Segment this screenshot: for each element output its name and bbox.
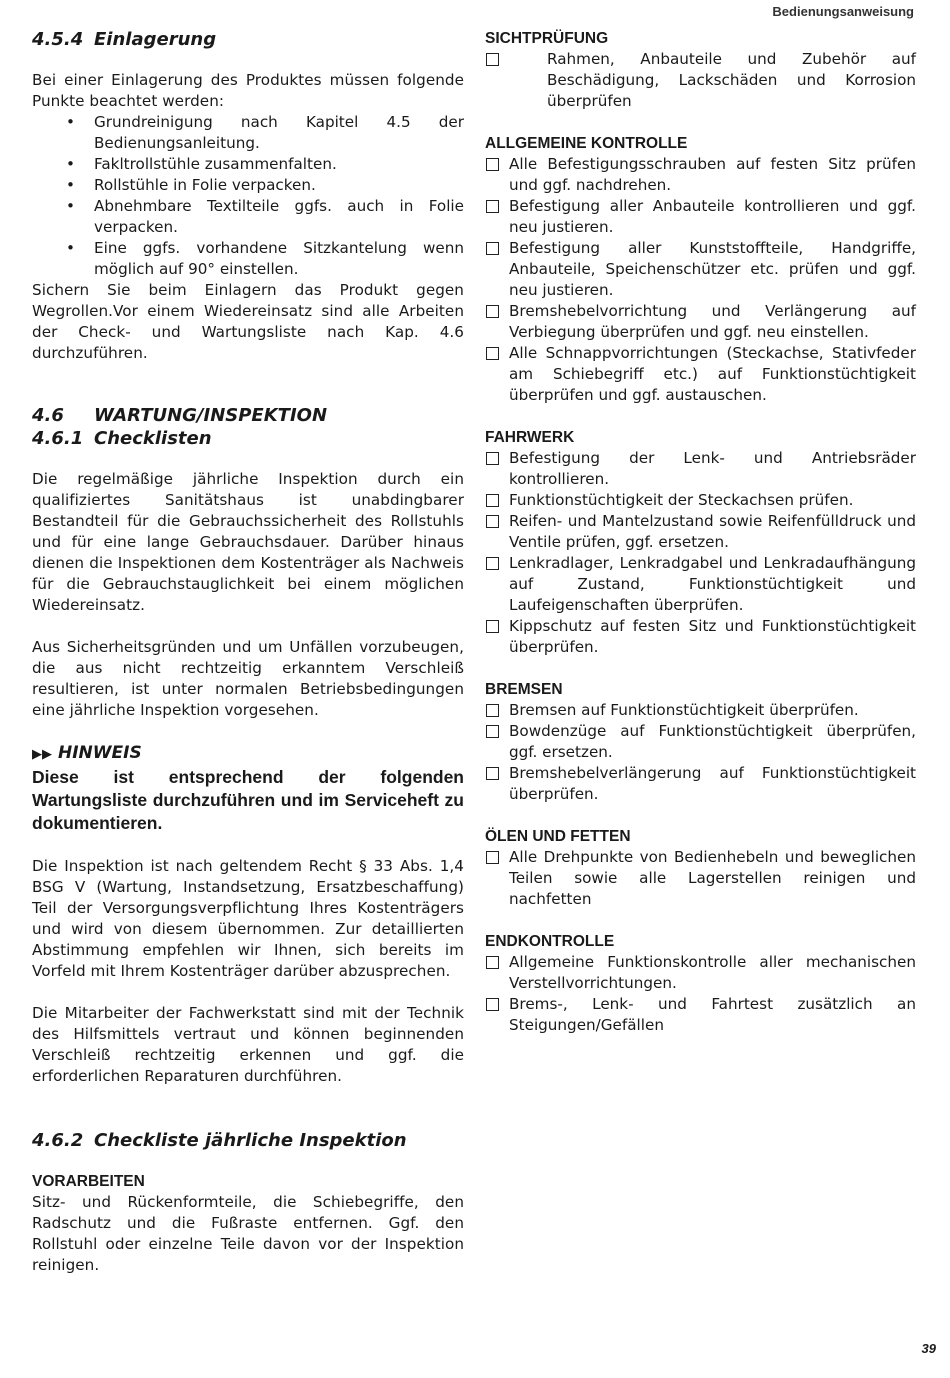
- checkbox-icon: [486, 704, 499, 717]
- checkbox-icon: [486, 515, 499, 528]
- heading-title: Einlagerung: [94, 29, 217, 50]
- heading-title: WARTUNG/INSPEKTION: [94, 405, 328, 426]
- checkbox-icon: [486, 53, 499, 66]
- checklisten-paragraph-3: Die Inspektion ist nach geltendem Recht § 33 Abs. 1,4 BSG V (Wartung, Instandsetzung, Ersatzbeschaffung) Teil der Versorgungsverpflichtung Ihres Kostenträgers und wird von diesem übernommen. Zur detaillierten Abstimmung empfehlen wir Ihnen, sich bereits im Vorfeld mit Ihrem Kostenträger darüber abzusprechen.: [32, 857, 464, 980]
- checklisten-paragraph-2: Aus Sicherheitsgründen und um Unfällen vorzubeugen, die aus nicht rechtzeitig erkanntem Verschleiß resultieren, ist unter normalen Betriebsbedingungen eine jährliche Inspektion vorgesehen.: [32, 638, 464, 719]
- checklist-item: Bremshebelvorrichtung und Verlängerung auf Verbiegung überprüfen und ggf. neu einstellen.: [485, 301, 916, 343]
- checklist-item: Brems-, Lenk- und Fahrtest zusätzlich an Steigungen/Gefällen: [485, 994, 916, 1036]
- checkbox-icon: [486, 851, 499, 864]
- checkbox-icon: [486, 998, 499, 1011]
- section-heading: BREMSEN: [485, 681, 563, 698]
- bullet-icon: •: [66, 239, 75, 257]
- list-item: • Abnehmbare Textilteile ggfs. auch in Folie verpacken.: [66, 197, 464, 236]
- heading-number: 4.6.2: [32, 1130, 84, 1151]
- checkbox-icon: [486, 557, 499, 570]
- bullet-icon: •: [66, 197, 75, 215]
- bullet-icon: •: [66, 155, 75, 173]
- vorarbeiten-heading: VORARBEITEN: [32, 1173, 145, 1190]
- right-column: [485, 28, 916, 1036]
- heading-4-6-2: [32, 1129, 464, 1152]
- heading-title: Checkliste jährliche Inspektion: [94, 1130, 407, 1151]
- checklist-section-bremsen: [485, 679, 916, 805]
- section-heading: FAHRWERK: [485, 429, 575, 446]
- checklist-item: Befestigung aller Kunststoffteile, Handgriffe, Anbauteile, Speichenschützer etc. prüfen und ggf. neu justieren.: [485, 238, 916, 301]
- bullet-icon: •: [66, 113, 75, 131]
- checklist-item: Kippschutz auf festen Sitz und Funktionstüchtigkeit überprüfen.: [485, 616, 916, 658]
- checkbox-icon: [486, 158, 499, 171]
- checkbox-icon: [486, 956, 499, 969]
- list-item: • Eine ggfs. vorhandene Sitzkantelung wenn möglich auf 90° einstellen.: [66, 239, 464, 278]
- heading-number: 4.5.4: [32, 29, 84, 50]
- section-heading: ALLGEMEINE KONTROLLE: [485, 135, 688, 152]
- checklisten-paragraph-4: Die Mitarbeiter der Fachwerkstatt sind mit der Technik des Hilfsmittels vertraut und können beginnenden Verschleiß rechtzeitig erkennen und ggf. die erforderlichen Reparaturen durchführen.: [32, 1004, 464, 1085]
- vorarbeiten-text: Sitz- und Rückenformteile, die Schiebegriffe, den Radschutz und die Fußraste entfernen. Ggf. den Rollstuhl oder einzelne Teile davon vor der Inspektion reinigen.: [32, 1193, 464, 1274]
- header-label: Bedienungsanweisung: [772, 4, 914, 19]
- checklist-section-oelen-und-fetten: [485, 826, 916, 910]
- checklist-item: Rahmen, Anbauteile und Zubehör auf Beschädigung, Lackschäden und Korrosion überprüfen: [485, 49, 916, 112]
- list-item: • Fakltrollstühle zusammenfalten.: [66, 155, 337, 173]
- checkbox-icon: [486, 767, 499, 780]
- hint-heading: ▶▶ HINWEIS: [32, 742, 464, 766]
- checklist-item: Funktionstüchtigkeit der Steckachsen prüfen.: [485, 490, 916, 511]
- section-heading: ENDKONTROLLE: [485, 933, 615, 950]
- checklist-item: Bremsen auf Funktionstüchtigkeit überprüfen.: [485, 700, 916, 721]
- heading-4-6: [32, 404, 464, 427]
- checklist-item: Alle Befestigungsschrauben auf festen Sitz prüfen und ggf. nachdrehen.: [485, 154, 916, 196]
- heading-4-5-4: [32, 28, 464, 51]
- checklist-item: Lenkradlager, Lenkradgabel und Lenkradaufhängung auf Zustand, Funktionstüchtigkeit und Laufeigenschaften überprüfen.: [485, 553, 916, 616]
- heading-title: Checklisten: [94, 428, 212, 449]
- hint-body: Diese ist entsprechend der folgenden Wartungsliste durchzuführen und im Serviceheft zu dokumentieren.: [32, 767, 464, 833]
- einlagerung-list: [32, 112, 464, 280]
- checkbox-icon: [486, 242, 499, 255]
- left-column: [32, 28, 464, 1276]
- checklist-section-endkontrolle: [485, 931, 916, 1036]
- double-arrow-icon: ▶▶: [32, 747, 52, 762]
- checklist-item: Allgemeine Funktionskontrolle aller mechanischen Verstellvorrichtungen.: [485, 952, 916, 994]
- section-heading: ÖLEN UND FETTEN: [485, 828, 631, 845]
- einlagerung-intro: Bei einer Einlagerung des Produktes müssen folgende Punkte beachtet werden:: [32, 71, 464, 110]
- checkbox-icon: [486, 494, 499, 507]
- checkbox-icon: [486, 305, 499, 318]
- checklist-item: Bremshebelverlängerung auf Funktionstüchtigkeit überprüfen.: [485, 763, 916, 805]
- checklist-section-allgemeine-kontrolle: [485, 133, 916, 406]
- checklist-item: Alle Drehpunkte von Bedienhebeln und beweglichen Teilen sowie alle Lagerstellen reinigen und nachfetten: [485, 847, 916, 910]
- checklist-item: Befestigung aller Anbauteile kontrollieren und ggf. neu justieren.: [485, 196, 916, 238]
- list-item: • Grundreinigung nach Kapitel 4.5 der Bedienungsanleitung.: [66, 113, 464, 152]
- checklist-item: Bowdenzüge auf Funktionstüchtigkeit überprüfen, ggf. ersetzen.: [485, 721, 916, 763]
- checklist-item: Reifen- und Mantelzustand sowie Reifenfülldruck und Ventile prüfen, ggf. ersetzen.: [485, 511, 916, 553]
- checklisten-paragraph-1: Die regelmäßige jährliche Inspektion durch ein qualifiziertes Sanitätshaus ist unabdingbarer Bestandteil für die Gebrauchssicherheit des Rollstuhls und für eine lange Gebrauchsdauer. Darüber hinaus dienen die Inspektionen dem Kostenträger als Nachweis für die Gebrauchstauglichkeit bei einem möglichen Wiedereinsatz.: [32, 470, 464, 614]
- checkbox-icon: [486, 620, 499, 633]
- checkbox-icon: [486, 452, 499, 465]
- heading-number: 4.6: [32, 405, 64, 426]
- checklist-section-sichtpruefung: [485, 28, 916, 112]
- heading-4-6-1: [32, 427, 464, 450]
- einlagerung-outro: Sichern Sie beim Einlagern das Produkt gegen Wegrollen.Vor einem Wiedereinsatz sind alle Arbeiten der Check- und Wartungsliste nach Kap. 4.6 durchzuführen.: [32, 281, 464, 362]
- checkbox-icon: [486, 725, 499, 738]
- bullet-icon: •: [66, 176, 75, 194]
- heading-number: 4.6.1: [32, 428, 84, 449]
- list-item: • Rollstühle in Folie verpacken.: [66, 176, 316, 194]
- page-number: 39: [921, 1341, 936, 1356]
- checklist-item: Befestigung der Lenk- und Antriebsräder kontrollieren.: [485, 448, 916, 490]
- section-heading: SICHTPRÜFUNG: [485, 30, 609, 47]
- checklist-item: Alle Schnappvorrichtungen (Steckachse, Stativfeder am Schiebegriff etc.) auf Funktionstüchtigkeit überprüfen und ggf. austauschen.: [485, 343, 916, 406]
- checkbox-icon: [486, 347, 499, 360]
- checklist-section-fahrwerk: [485, 427, 916, 658]
- checkbox-icon: [486, 200, 499, 213]
